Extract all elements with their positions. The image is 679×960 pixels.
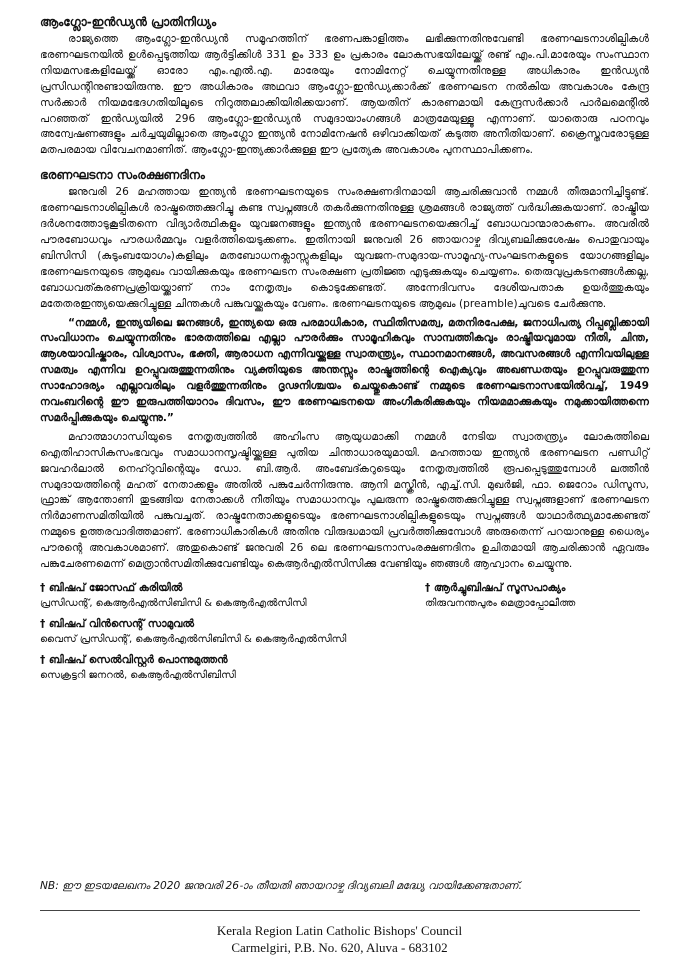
signatory-role: സെക്രട്ടറി ജനറൽ, കെആർഎൽസിബിസി	[40, 670, 236, 681]
signatory-role: വൈസ് പ്രസിഡന്റ്, കെആർഎൽസിബിസി & കെആർഎൽസിസി	[40, 634, 347, 645]
signatories	[40, 581, 649, 686]
section-heading-constitution-day: ഭരണഘടനാ സംരക്ഷണദിനം	[40, 168, 205, 183]
letterhead-footer	[0, 922, 679, 956]
footer-divider	[40, 910, 640, 911]
signatory-role: തിരുവനന്തപുരം മെത്രാപ്പോലീത്ത	[425, 598, 576, 609]
signatory	[40, 581, 307, 611]
signatory-name: † ബിഷപ് സെൽവിസ്റ്റർ പൊന്നുമുത്തൻ	[40, 654, 228, 666]
constitution-day-paragraph: ജനുവരി 26 മഹത്തായ ഇന്ത്യൻ ഭരണഘടനയുടെ സംരക്ഷണദിനമായി ആചരിക്കുവാൻ നമ്മൾ തീരുമാനിച്ചിട്ടുണ്ട്. ഭരണഘടനാശില്പികൾ രാഷ്ട്രത്തെക്കുറിച്ചു കണ്ട സ്വപ്നങ്ങൾ തകർക്കുന്നതിനുള്ള ശ്രമങ്ങൾ രാജ്യത്ത് വർദ്ധിക്കുകയാണ്. രാഷ്ട്രീയ ദർശനത്തോടുകൂടിതന്നെ വിദ്യാർത്ഥികളും യുവജനങ്ങളും ഇന്ത്യൻ ഭരണഘടനയെക്കുറിച്ച് ബോധവാന്മാരാകണം. അവരിൽ പൗരബോധവും പൗരധർമ്മവും വളർത്തിയെടുക്കണം. ഇതിനായി ജനുവരി 26 ഞായറാഴ്ച ദിവ്യബലിക്കുശേഷം പൊതുവായും ബിസിസി (കുടുംബയോഗം)കളിലും മതബോധനക്ലാസ്സുകളിലും യുവജന-സമുദായ-സാമൂഹ്യ-സംഘടനകളുടെ യോഗങ്ങളിലും ഭരണഘടനയുടെ ആമുഖം വായിക്കുകയും ഭരണഘടന സംരക്ഷണ പ്രതിജ്ഞ എടുക്കുകയും ചെയ്യണം. തെരുവുപ്രകടനങ്ങൾക്കല്ല, ബോധവത്കരണപ്രക്രിയയ്ക്കാണ് നാം നേതൃത്വം കൊടുക്കേണ്ടത്. അന്നേദിവസം ദേശീയപതാക ഉയർത്തുകയും മതേതരഇന്ത്യയെക്കുറിച്ചുള്ള ചിന്തകൾ പങ്കുവയ്ക്കുകയും വേണം. ഭരണഘടനയുടെ ആമുഖം (preamble)ചുവടെ ചേർക്കുന്നു.	[40, 186, 649, 310]
signatory-name: † ആർച്ചുബിഷപ് സൂസപാക്യം	[425, 582, 566, 594]
signatory	[40, 617, 346, 647]
section-heading-anglo-indian: ആംഗ്ലോ-ഇൻഡ്യൻ പ്രാതിനിധ്യം	[40, 15, 217, 29]
reading-note: NB: ഈ ഇടയലേഖനം 2020 ജനുവരി 26-ാം തീയതി ഞായറാഴ്ച ദിവ്യബലി മദ്ധ്യേ വായിക്കേണ്ടതാണ്.	[40, 880, 522, 892]
signatory-name: † ബിഷപ് ജോസഫ് കരിയിൽ	[40, 582, 183, 594]
signatory-name: † ബിഷപ് വിൻസെന്റ് സാമുവൽ	[40, 618, 195, 630]
anglo-indian-paragraph: രാജ്യത്തെ ആംഗ്ലോ-ഇൻഡ്യൻ സമൂഹത്തിന് ഭരണപങ്കാളിത്തം ലഭിക്കുന്നതിനുവേണ്ടി ഭരണഘടനാശില്പികൾ ഭരണഘടനയിൽ ഉൾപ്പെടുത്തിയ ആർട്ടിക്കിൾ 331 ഉം 333 ഉം പ്രകാരം ലോകസഭയിലേയ്ക്ക് രണ്ട് എം.പി.മാരേയും സംസ്ഥാന നിയമസഭകളിലേയ്ക്ക് ഓരോ എം.എൽ.എ. മാരേയും നോമിനേറ്റ് ചെയ്യുന്നതിനുള്ള അധികാരം ഇൻഡ്യൻ പ്രസിഡന്റിനുണ്ടായിരുന്നു. ഈ അധികാരം അഥവാ ആംഗ്ലോ-ഇൻഡ്യക്കാർക്ക് ഭരണഘടന നൽകിയ അവകാശം കേന്ദ്ര സർക്കാർ നിയമഭേദഗതിയിലൂടെ നിറുത്തലാക്കിയിരിക്കയാണ്. ആയതിന് കാരണമായി കേന്ദ്രസർക്കാർ പാർലമെന്റിൽ പറഞ്ഞത് ഇൻഡ്യയിൽ 296 ആംഗ്ലോ-ഇൻഡ്യൻ സമുദായാംഗങ്ങൾ മാത്രമേയുള്ളൂ എന്നാണ്. യാതൊരു പഠനവും അന്വേഷണങ്ങളും ചർച്ചയുമില്ലാതെ ആംഗ്ലോ ഇന്ത്യൻ നോമിനേഷൻ ഒഴിവാക്കിയത് കടുത്ത അനീതിയാണ്. ക്രൈസ്തവരോടുള്ള മതപരമായ വിവേചനമാണിത്. ആംഗ്ലോ-ഇന്ത്യക്കാർക്കുള്ള ഈ പ്രത്യേക അവകാശം പുനസ്ഥാപിക്കണം.	[40, 33, 649, 157]
closing-paragraph: മഹാത്മാഗാന്ധിയുടെ നേതൃത്വത്തിൽ അഹിംസ ആയുധമാക്കി നമ്മൾ നേടിയ സ്വാതന്ത്ര്യം ലോകത്തിലെ ഐതിഹാസികസംഭവവും സമാധാനസൃഷ്ടിയ്ക്കുള്ള പുതിയ ചിന്താധാരയുമായി. മഹത്തായ ഇന്ത്യൻ ഭരണഘടന പണ്ഡിറ്റ് ജവഹർലാൽ നെഹ്റുവിന്റെയും ഡോ. ബി.ആർ. അംബേദ്കറുടെയും നേതൃത്വത്തിൽ രൂപപ്പെടുത്തുമ്പോൾ ലത്തീൻ സമുദായത്തിന്റെ മഹത് നേതാക്കളും അതിൽ പങ്കുചേർന്നിരുന്നു. ആനി മസ്ക്രീൻ, എച്ച്.സി. മുഖർജി, ഫാ. ജെറോം ഡിസൂസ, ഫ്രാങ്ക് ആന്തോണി തുടങ്ങിയ നേതാക്കൾ നീതിയും സമാധാനവും പുലരുന്ന രാഷ്ട്രത്തെക്കുറിച്ചുള്ള സ്വപ്നങ്ങളാണ് ഭരണഘടന നിർമാണസമിതിയിൽ പങ്കുവച്ചത്. രാഷ്ട്രനേതാക്കളുടെയും ഭരണഘടനാശില്പികളുടെയും സ്വപ്നങ്ങൾ യാഥാർത്ഥ്യമാക്കേണ്ടത് നമ്മുടെ ഉത്തരവാദിത്തമാണ്. ഭരണാധികാരികൾ അതിനു വിരുദ്ധമായി പ്രവർത്തിക്കുമ്പോൾ അരുതെന്ന് പറയാനുള്ള ധൈര്യം പൗരന്റെ അവകാശമാണ്. അതുകൊണ്ട് ജനുവരി 26 ലെ ഭരണഘടനാസംരക്ഷണദിനം ഉചിതമായി ആചരിക്കാൻ ഏവരും പങ്കുചേരണമെന്ന് മെത്രാൻസമിതിക്കുവേണ്ടിയും കെആർഎൽസിസിക്കു വേണ്ടിയും ഞങ്ങൾ ആഹ്വാനം ചെയ്യുന്നു.	[40, 430, 649, 571]
signatory	[40, 653, 236, 683]
signatory-role: പ്രസിഡന്റ്, കെആർഎൽസിബിസി & കെആർഎൽസിസി	[40, 598, 307, 609]
preamble-quote: “നമ്മൾ, ഇന്ത്യയിലെ ജനങ്ങൾ, ഇന്ത്യയെ ഒരു പരമാധികാര, സ്ഥിതിസമത്വ, മതനിരപേക്ഷ, ജനാധിപത്യ റിപ്പബ്ലിക്കായി സംവിധാനം ചെയ്യുന്നതിനും ഭാരതത്തിലെ എല്ലാ പൗരർക്കും സാമൂഹികവും സാമ്പത്തികവും രാഷ്ട്രീയവുമായ നീതി, ചിന്ത, ആശയാവിഷ്കാരം, വിശ്വാസം, ഭക്തി, ആരാധന എന്നിവയ്ക്കുള്ള സ്വാതന്ത്ര്യം, സ്ഥാനമാനങ്ങൾ, അവസരങ്ങൾ എന്നിവയിലുള്ള സമത്വം എന്നിവ ഉറപ്പുവരുത്തുന്നതിനും വ്യക്തിയുടെ അന്തസ്സും രാഷ്ട്രത്തിന്റെ ഐക്യവും അഖണ്ഡതയും ഉറപ്പുവരുത്തുന്ന സാഹോദര്യം എല്ലാവരിലും വളർത്തുന്നതിനും ദൃഢനിശ്ചയം ചെയ്തുകൊണ്ട് നമ്മുടെ ഭരണഘടനാസഭയിൽവച്ച്, 1949 നവംബറിന്റെ ഈ ഇരുപത്തിയാറാം ദിവസം, ഈ ഭരണഘടനയെ അംഗീകരിക്കുകയും നിയമമാക്കുകയും നമുക്കായിത്തന്നെ സമർപ്പിക്കുകയും ചെയ്യുന്നു.”	[40, 316, 649, 424]
organization-address: Carmelgiri, P.B. No. 620, Aluva - 683102	[231, 940, 448, 955]
organization-name: Kerala Region Latin Catholic Bishops' Council	[216, 923, 463, 938]
signatory	[425, 581, 575, 611]
